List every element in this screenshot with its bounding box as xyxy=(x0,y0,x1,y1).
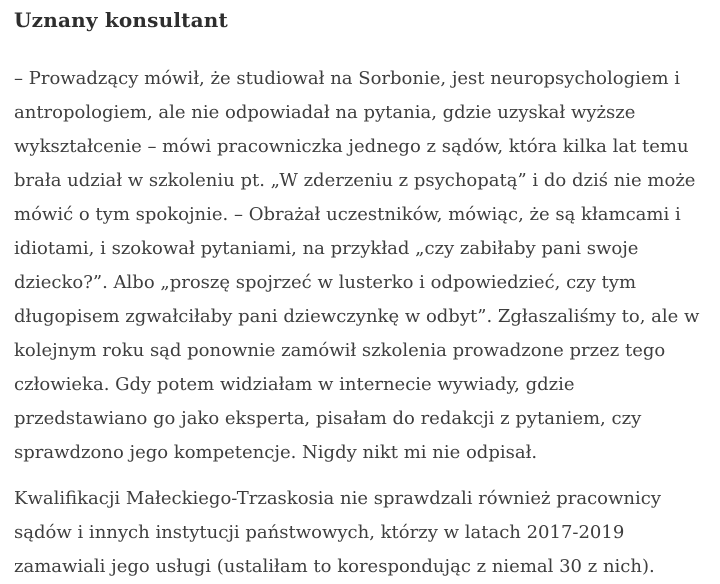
article-heading: Uznany konsultant xyxy=(14,8,228,32)
article-paragraph: – Prowadzący mówił, że studiował na Sorbonie, jest neuropsychologiem i antropologiem, ale nie odpowiadał na pytania, gdzie uzyskał wyższe wykształcenie – mówi pracowniczka jednego z sądów, która kilka lat temu brała udział w szkoleniu pt. „W zderzeniu z psychopatą” i do dziś nie może mówić o tym spokojnie. – Obrażał uczestników, mówiąc, że są kłamcami i idiotami, i szokował pytaniami, na przykład „czy zabiłaby pani swoje dziecko?”. Albo „proszę spojrzeć w lusterko i odpowiedzieć, czy tym długopisem zgwałciłaby pani dziewczynkę w odbyt”. Zgłaszaliśmy to, ale w kolejnym roku sąd ponownie zamówił szkolenia prowadzone przez tego człowieka. Gdy potem widziałam w internecie wywiady, gdzie przedstawiano go jako eksperta, pisałam do redakcji z pytaniem, czy sprawdzono jego kompetencje. Nigdy nikt mi nie odpisał. xyxy=(14,68,700,463)
article-paragraph: Kwalifikacji Małeckiego-Trzaskosia nie sprawdzali również pracownicy sądów i innych instytucji państwowych, którzy w latach 2017-2019 zamawiali jego usługi (ustaliłam to korespondując z niemal 30 z nich). xyxy=(14,488,662,577)
